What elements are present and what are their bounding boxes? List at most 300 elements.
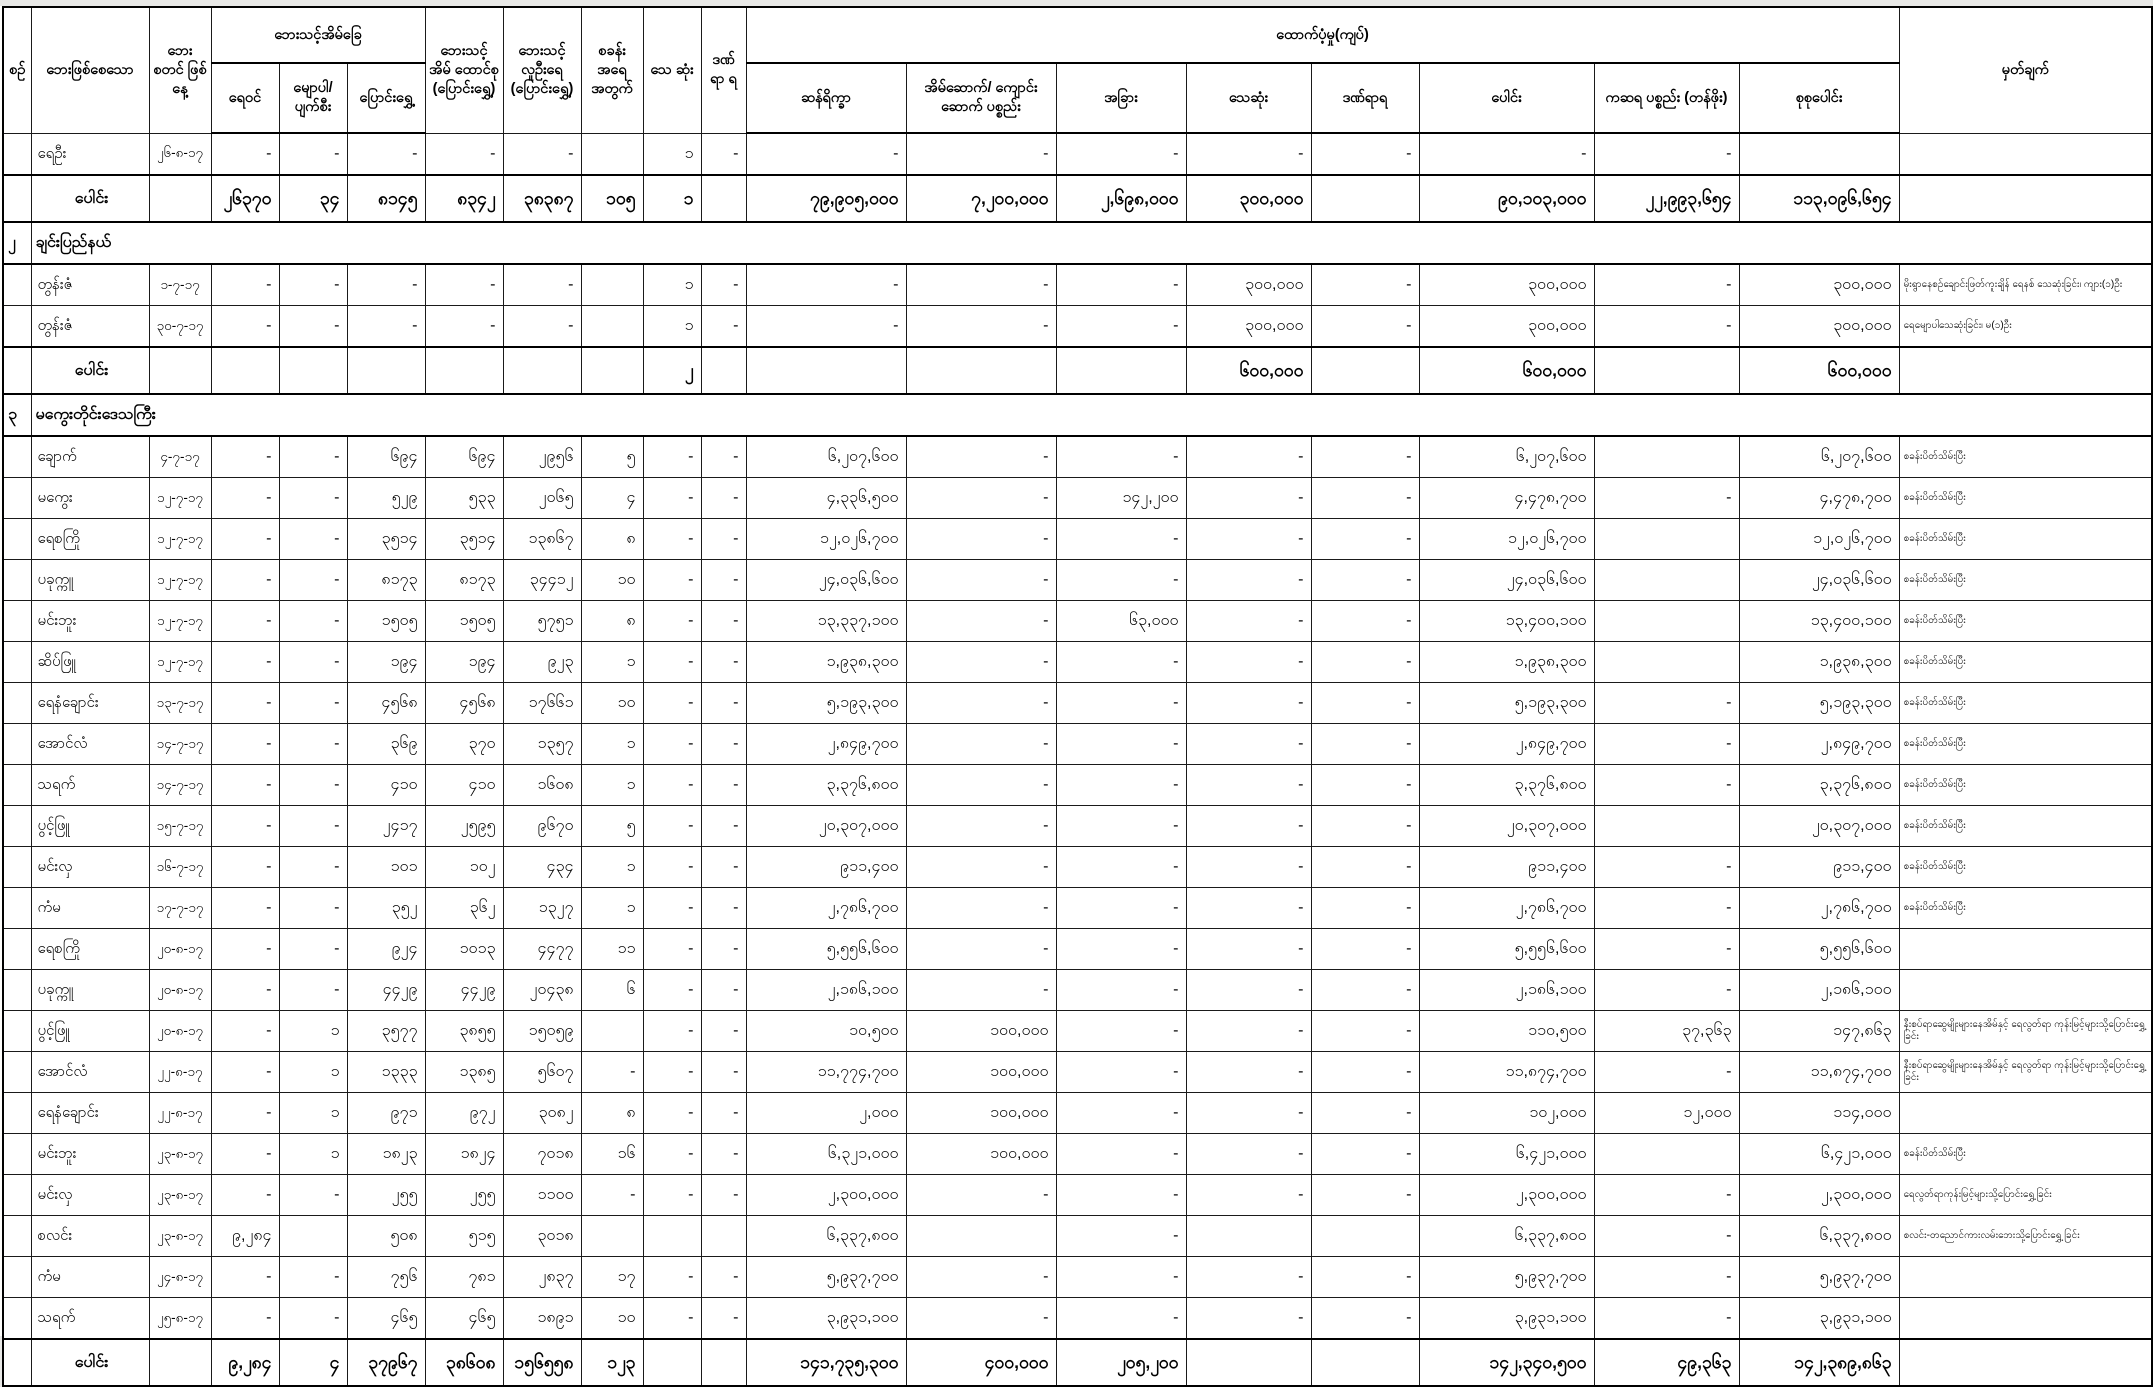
cell-death-support: ၃၀၀,၀၀၀ bbox=[1186, 264, 1311, 306]
cell-people: - bbox=[503, 264, 581, 306]
cell-ksr-value bbox=[1594, 347, 1739, 394]
row-no bbox=[3, 642, 31, 683]
cell-building-support: - bbox=[906, 642, 1056, 683]
cell-start-date: ၁၄-၇-၁၇ bbox=[149, 724, 211, 765]
cell-houses-flooded: - bbox=[211, 478, 279, 519]
row-no bbox=[3, 133, 31, 175]
cell-grand-total: ၁၄၇,၈၆၃ bbox=[1739, 1011, 1899, 1052]
cell-deaths: - bbox=[643, 970, 701, 1011]
cell-camps: ၁ bbox=[581, 888, 643, 929]
cell-township: ရေစကြို bbox=[31, 929, 149, 970]
cell-township: တွန်းဇံ bbox=[31, 264, 149, 306]
cell-death-support: - bbox=[1186, 1134, 1311, 1175]
cell-grand-total: ၁၄၂,၃၈၉,၈၆၃ bbox=[1739, 1339, 1899, 1386]
table-row bbox=[3, 1257, 2152, 1298]
cell-ksr-value: - bbox=[1594, 306, 1739, 348]
cell-injury-support: - bbox=[1311, 724, 1419, 765]
cell-camps: ၁၇ bbox=[581, 1257, 643, 1298]
cell-remark: စခန်းပိတ်သိမ်းပြီး bbox=[1899, 560, 2152, 601]
cell-building-support: - bbox=[906, 1257, 1056, 1298]
cell-injured: - bbox=[701, 133, 746, 175]
cell-township: ကံမ bbox=[31, 1257, 149, 1298]
cell-households: ၁၈၂၄ bbox=[425, 1134, 503, 1175]
cell-people: ၁၅၀၅၉ bbox=[503, 1011, 581, 1052]
cell-death-support bbox=[1186, 1339, 1311, 1386]
row-no bbox=[3, 1339, 31, 1386]
table-row bbox=[3, 1134, 2152, 1175]
cell-start-date: ၁၃-၇-၁၇ bbox=[149, 683, 211, 724]
cell-houses-washed bbox=[279, 347, 347, 394]
cell-ksr-value: - bbox=[1594, 1298, 1739, 1340]
cell-people: ၉၂၃ bbox=[503, 642, 581, 683]
cell-building-support: - bbox=[906, 847, 1056, 888]
cell-building-support: - bbox=[906, 765, 1056, 806]
cell-houses-washed: - bbox=[279, 306, 347, 348]
row-no bbox=[3, 1216, 31, 1257]
col-header-death-support: သေဆုံး bbox=[1186, 63, 1311, 133]
cell-township: ပွင့်ဖြူ bbox=[31, 806, 149, 847]
cell-camps bbox=[581, 1216, 643, 1257]
cell-remark: စခန်းပိတ်သိမ်းပြီး bbox=[1899, 847, 2152, 888]
cell-rice-support: - bbox=[746, 306, 906, 348]
cell-people: ၁၅၆၅၅၈ bbox=[503, 1339, 581, 1386]
cell-camps: ၈ bbox=[581, 519, 643, 560]
cell-township: ပေါင်း bbox=[31, 347, 149, 394]
cell-households: ၁၀၁၃ bbox=[425, 929, 503, 970]
cell-people: ၄၃၄ bbox=[503, 847, 581, 888]
cell-households: ၄၁၀ bbox=[425, 765, 503, 806]
cell-houses-flooded: - bbox=[211, 724, 279, 765]
table-row bbox=[3, 560, 2152, 601]
disaster-relief-table bbox=[2, 6, 2153, 1387]
cell-injured: - bbox=[701, 1175, 746, 1216]
cell-houses-washed: - bbox=[279, 683, 347, 724]
row-no bbox=[3, 1134, 31, 1175]
table-row bbox=[3, 847, 2152, 888]
cell-camps: ၈ bbox=[581, 601, 643, 642]
cell-rice-support: ၁၄၁,၇၃၅,၃၀၀ bbox=[746, 1339, 906, 1386]
cell-rice-support: ၂၀,၃၀၇,၀၀၀ bbox=[746, 806, 906, 847]
cell-houses-flooded: - bbox=[211, 1175, 279, 1216]
cell-injured: - bbox=[701, 560, 746, 601]
cell-people: ၅၇၅၁ bbox=[503, 601, 581, 642]
section-header-row bbox=[3, 222, 2152, 264]
cell-death-support: - bbox=[1186, 806, 1311, 847]
cell-injury-support bbox=[1311, 1339, 1419, 1386]
row-no bbox=[3, 806, 31, 847]
cell-houses-washed: - bbox=[279, 929, 347, 970]
cell-start-date: ၄-၇-၁၇ bbox=[149, 436, 211, 478]
cell-death-support: - bbox=[1186, 560, 1311, 601]
cell-injury-support: - bbox=[1311, 642, 1419, 683]
cell-grand-total bbox=[1739, 133, 1899, 175]
cell-households: ၉၇၂ bbox=[425, 1093, 503, 1134]
cell-support-total: ၃၀၀,၀၀၀ bbox=[1419, 264, 1594, 306]
cell-grand-total: ၉၁၁,၄၀၀ bbox=[1739, 847, 1899, 888]
cell-houses-flooded: - bbox=[211, 601, 279, 642]
cell-deaths: - bbox=[643, 642, 701, 683]
header-row-groups bbox=[3, 7, 2152, 63]
cell-township: ဆိပ်ဖြူ bbox=[31, 642, 149, 683]
cell-grand-total: ၃၀၀,၀၀၀ bbox=[1739, 306, 1899, 348]
cell-ksr-value bbox=[1594, 560, 1739, 601]
section-total-row bbox=[3, 347, 2152, 394]
cell-houses-washed: ၃၄ bbox=[279, 175, 347, 222]
cell-death-support: - bbox=[1186, 436, 1311, 478]
cell-injured: - bbox=[701, 1298, 746, 1340]
table-row bbox=[3, 1216, 2152, 1257]
cell-deaths: - bbox=[643, 806, 701, 847]
cell-remark bbox=[1899, 929, 2152, 970]
cell-houses-relocated: ၆၉၄ bbox=[347, 436, 425, 478]
cell-death-support: - bbox=[1186, 478, 1311, 519]
cell-people: ၂၉၅၆ bbox=[503, 436, 581, 478]
cell-start-date: ၂၃-၈-၁၇ bbox=[149, 1134, 211, 1175]
cell-remark: နီးစပ်ရာဆွေမျိုးများနေအိမ်နှင့် ရေလွတ်ရာ ကုန်းမြင့်များသို့ပြောင်းရွှေ့ခြင်း bbox=[1899, 1052, 2152, 1093]
cell-other-support: - bbox=[1056, 765, 1186, 806]
cell-death-support: - bbox=[1186, 1093, 1311, 1134]
cell-houses-relocated: ၇၅၆ bbox=[347, 1257, 425, 1298]
cell-other-support bbox=[1056, 347, 1186, 394]
cell-building-support: ၁၀၀,၀၀၀ bbox=[906, 1052, 1056, 1093]
cell-support-total: ၃,၉၃၁,၁၀၀ bbox=[1419, 1298, 1594, 1340]
cell-deaths: - bbox=[643, 1011, 701, 1052]
cell-camps: ၁ bbox=[581, 765, 643, 806]
cell-rice-support: ၁၀,၅၀၀ bbox=[746, 1011, 906, 1052]
cell-start-date: ၂၃-၈-၁၇ bbox=[149, 1216, 211, 1257]
cell-ksr-value bbox=[1594, 1134, 1739, 1175]
cell-houses-relocated bbox=[347, 347, 425, 394]
cell-death-support: - bbox=[1186, 601, 1311, 642]
cell-township: မကွေး bbox=[31, 478, 149, 519]
table-row bbox=[3, 806, 2152, 847]
cell-death-support: ၃၀၀,၀၀၀ bbox=[1186, 175, 1311, 222]
cell-death-support: - bbox=[1186, 133, 1311, 175]
cell-township: ရေနံချောင်း bbox=[31, 1093, 149, 1134]
cell-ksr-value: - bbox=[1594, 1216, 1739, 1257]
cell-building-support: - bbox=[906, 683, 1056, 724]
cell-houses-flooded: - bbox=[211, 929, 279, 970]
cell-grand-total: ၅,၅၅၆,၆၀၀ bbox=[1739, 929, 1899, 970]
cell-injured: - bbox=[701, 1134, 746, 1175]
cell-other-support: - bbox=[1056, 560, 1186, 601]
col-header-grand-total: စုစုပေါင်း bbox=[1739, 63, 1899, 133]
cell-remark: စလင်း-တညောင်ကားလမ်းဘေးသို့ပြောင်းရွှေ့ ခြင်း bbox=[1899, 1216, 2152, 1257]
col-header-washed: မျောပါ/ ပျက်စီး bbox=[279, 63, 347, 133]
cell-start-date: ၁၂-၇-၁၇ bbox=[149, 478, 211, 519]
table-row bbox=[3, 642, 2152, 683]
cell-township: တွန်းဇံ bbox=[31, 306, 149, 348]
cell-grand-total: ၁၁၃,၀၉၆,၆၅၄ bbox=[1739, 175, 1899, 222]
cell-houses-flooded: ၂၆၃၇၀ bbox=[211, 175, 279, 222]
cell-grand-total: ၂,၁၈၆,၁၀၀ bbox=[1739, 970, 1899, 1011]
row-no bbox=[3, 519, 31, 560]
cell-grand-total: ၁၁,၈၇၄,၇၀၀ bbox=[1739, 1052, 1899, 1093]
cell-remark: စခန်းပိတ်သိမ်းပြီး bbox=[1899, 1134, 2152, 1175]
cell-households: ၅၁၅ bbox=[425, 1216, 503, 1257]
cell-support-total: ၂,၁၈၆,၁၀၀ bbox=[1419, 970, 1594, 1011]
cell-rice-support: ၁၂,၀၂၆,၇၀၀ bbox=[746, 519, 906, 560]
cell-households: ၇၈၁ bbox=[425, 1257, 503, 1298]
cell-start-date: ၁၂-၇-၁၇ bbox=[149, 642, 211, 683]
cell-camps: ၈ bbox=[581, 1093, 643, 1134]
cell-houses-washed: - bbox=[279, 724, 347, 765]
row-no bbox=[3, 1093, 31, 1134]
cell-township: အောင်လံ bbox=[31, 1052, 149, 1093]
cell-building-support: - bbox=[906, 436, 1056, 478]
cell-other-support: ၁၄၂,၂၀၀ bbox=[1056, 478, 1186, 519]
cell-remark bbox=[1899, 1298, 2152, 1340]
cell-deaths: - bbox=[643, 765, 701, 806]
cell-support-total: ၁၄၂,၃၄၀,၅၀၀ bbox=[1419, 1339, 1594, 1386]
cell-injury-support: - bbox=[1311, 970, 1419, 1011]
cell-households: ၈၁၇၃ bbox=[425, 560, 503, 601]
cell-township: စလင်း bbox=[31, 1216, 149, 1257]
section-no: ၃ bbox=[3, 394, 31, 436]
cell-camps: ၁၂၃ bbox=[581, 1339, 643, 1386]
cell-other-support: - bbox=[1056, 1298, 1186, 1340]
cell-building-support: - bbox=[906, 601, 1056, 642]
cell-deaths bbox=[643, 1339, 701, 1386]
col-header-no: စဉ် bbox=[3, 7, 31, 133]
cell-remark: စခန်းပိတ်သိမ်းပြီး bbox=[1899, 888, 2152, 929]
cell-injured: - bbox=[701, 264, 746, 306]
cell-camps: - bbox=[581, 1175, 643, 1216]
table-row bbox=[3, 724, 2152, 765]
row-no bbox=[3, 1175, 31, 1216]
cell-people: ၇၀၁၈ bbox=[503, 1134, 581, 1175]
cell-injured: - bbox=[701, 642, 746, 683]
cell-building-support: - bbox=[906, 929, 1056, 970]
cell-remark: စခန်းပိတ်သိမ်းပြီး bbox=[1899, 478, 2152, 519]
cell-households: ၃၈၅၅ bbox=[425, 1011, 503, 1052]
cell-township: မင်းဘူး bbox=[31, 1134, 149, 1175]
cell-camps: - bbox=[581, 1052, 643, 1093]
cell-injury-support bbox=[1311, 347, 1419, 394]
cell-injury-support: - bbox=[1311, 1052, 1419, 1093]
cell-injured: - bbox=[701, 1011, 746, 1052]
cell-other-support: - bbox=[1056, 436, 1186, 478]
cell-ksr-value: - bbox=[1594, 724, 1739, 765]
cell-camps: ၁၀ bbox=[581, 560, 643, 601]
cell-rice-support: - bbox=[746, 133, 906, 175]
cell-injured: - bbox=[701, 765, 746, 806]
cell-houses-flooded: - bbox=[211, 806, 279, 847]
cell-rice-support: ၂,၃၀၀,၀၀၀ bbox=[746, 1175, 906, 1216]
cell-camps: ၁၀၅ bbox=[581, 175, 643, 222]
cell-start-date: ၂၃-၈-၁၇ bbox=[149, 1175, 211, 1216]
col-header-building-support: အိမ်ဆောက်/ ကျောင်းဆောက် ပစ္စည်း bbox=[906, 63, 1056, 133]
cell-camps bbox=[581, 264, 643, 306]
cell-injury-support: - bbox=[1311, 806, 1419, 847]
cell-houses-relocated: ၈၁၄၅ bbox=[347, 175, 425, 222]
cell-injury-support: - bbox=[1311, 683, 1419, 724]
cell-other-support: - bbox=[1056, 519, 1186, 560]
cell-households: ၁၅၀၅ bbox=[425, 601, 503, 642]
cell-houses-relocated: ၁၉၄ bbox=[347, 642, 425, 683]
cell-ksr-value: - bbox=[1594, 133, 1739, 175]
cell-start-date: ၂၂-၈-၁၇ bbox=[149, 1093, 211, 1134]
cell-township: ရေစကြို bbox=[31, 519, 149, 560]
table-row bbox=[3, 478, 2152, 519]
cell-people: - bbox=[503, 306, 581, 348]
cell-building-support: - bbox=[906, 724, 1056, 765]
cell-remark: စခန်းပိတ်သိမ်းပြီး bbox=[1899, 765, 2152, 806]
cell-houses-flooded: - bbox=[211, 1134, 279, 1175]
header-row-subcolumns bbox=[3, 63, 2152, 133]
cell-remark: ရေမျောပါသေဆုံးခြင်း၊ မ(၁)ဦး bbox=[1899, 306, 2152, 348]
cell-people: ၁၃၅၇ bbox=[503, 724, 581, 765]
cell-remark bbox=[1899, 1093, 2152, 1134]
cell-injury-support: - bbox=[1311, 560, 1419, 601]
cell-death-support: ၆၀၀,၀၀၀ bbox=[1186, 347, 1311, 394]
cell-grand-total: ၁၃,၄၀၀,၁၀၀ bbox=[1739, 601, 1899, 642]
cell-deaths: ၁ bbox=[643, 264, 701, 306]
cell-building-support: ၇,၂၀၀,၀၀၀ bbox=[906, 175, 1056, 222]
cell-deaths: - bbox=[643, 1052, 701, 1093]
cell-people: ၂၀၆၅ bbox=[503, 478, 581, 519]
cell-building-support: - bbox=[906, 478, 1056, 519]
cell-building-support bbox=[906, 1216, 1056, 1257]
cell-building-support: - bbox=[906, 1175, 1056, 1216]
cell-remark: စခန်းပိတ်သိမ်းပြီး bbox=[1899, 724, 2152, 765]
col-header-camps: စခန်း အရေ အတွက် bbox=[581, 7, 643, 133]
cell-houses-washed: - bbox=[279, 133, 347, 175]
cell-injured: - bbox=[701, 888, 746, 929]
cell-deaths: - bbox=[643, 601, 701, 642]
cell-houses-flooded: - bbox=[211, 888, 279, 929]
cell-rice-support: ၂,၀၀၀ bbox=[746, 1093, 906, 1134]
cell-camps bbox=[581, 306, 643, 348]
cell-rice-support: - bbox=[746, 264, 906, 306]
cell-other-support: - bbox=[1056, 642, 1186, 683]
row-no bbox=[3, 175, 31, 222]
cell-camps: ၁ bbox=[581, 642, 643, 683]
cell-households: ၅၃၃ bbox=[425, 478, 503, 519]
cell-houses-relocated: ၉၂၄ bbox=[347, 929, 425, 970]
col-header-people: ဘေးသင့် လူဦးရေ (ပြောင်းရွှေ့) bbox=[503, 7, 581, 133]
cell-houses-flooded: - bbox=[211, 560, 279, 601]
cell-houses-relocated: ၂၄၁၇ bbox=[347, 806, 425, 847]
cell-rice-support: ၃,၉၃၁,၁၀၀ bbox=[746, 1298, 906, 1340]
cell-ksr-value: - bbox=[1594, 264, 1739, 306]
cell-houses-flooded: - bbox=[211, 264, 279, 306]
row-no bbox=[3, 847, 31, 888]
cell-ksr-value: - bbox=[1594, 1052, 1739, 1093]
row-no bbox=[3, 1052, 31, 1093]
cell-houses-flooded: - bbox=[211, 642, 279, 683]
cell-injury-support: - bbox=[1311, 1175, 1419, 1216]
cell-houses-washed: ၁ bbox=[279, 1011, 347, 1052]
cell-households: ၁၃၈၅ bbox=[425, 1052, 503, 1093]
row-no bbox=[3, 478, 31, 519]
cell-death-support: - bbox=[1186, 724, 1311, 765]
cell-grand-total: ၃,၉၃၁,၁၀၀ bbox=[1739, 1298, 1899, 1340]
cell-grand-total: ၆,၄၂၁,၀၀၀ bbox=[1739, 1134, 1899, 1175]
cell-support-total: ၁၁,၈၇၄,၇၀၀ bbox=[1419, 1052, 1594, 1093]
cell-rice-support: ၁,၉၃၈,၃၀၀ bbox=[746, 642, 906, 683]
cell-remark: စခန်းပိတ်သိမ်းပြီး bbox=[1899, 601, 2152, 642]
row-no bbox=[3, 601, 31, 642]
cell-houses-washed: - bbox=[279, 765, 347, 806]
cell-grand-total: ၅,၁၉၃,၃၀၀ bbox=[1739, 683, 1899, 724]
cell-death-support: - bbox=[1186, 642, 1311, 683]
cell-houses-relocated: ၃၅၁၄ bbox=[347, 519, 425, 560]
cell-injury-support: - bbox=[1311, 436, 1419, 478]
cell-people: ၁၈၉၁ bbox=[503, 1298, 581, 1340]
row-no bbox=[3, 970, 31, 1011]
cell-township: ကံမ bbox=[31, 888, 149, 929]
row-no bbox=[3, 683, 31, 724]
cell-injured: - bbox=[701, 806, 746, 847]
cell-support-total: ၃,၃၇၆,၈၀၀ bbox=[1419, 765, 1594, 806]
cell-houses-washed: - bbox=[279, 478, 347, 519]
cell-death-support: - bbox=[1186, 888, 1311, 929]
cell-houses-flooded: ၉,၂၈၄ bbox=[211, 1339, 279, 1386]
cell-houses-flooded: - bbox=[211, 133, 279, 175]
cell-deaths: - bbox=[643, 1134, 701, 1175]
cell-grand-total: ၂,၃၀၀,၀၀၀ bbox=[1739, 1175, 1899, 1216]
cell-injury-support: - bbox=[1311, 306, 1419, 348]
col-header-flooded: ရေဝင် bbox=[211, 63, 279, 133]
cell-other-support: - bbox=[1056, 306, 1186, 348]
cell-houses-washed: - bbox=[279, 642, 347, 683]
cell-building-support: - bbox=[906, 970, 1056, 1011]
cell-rice-support: ၅,၉၃၇,၇၀၀ bbox=[746, 1257, 906, 1298]
cell-death-support bbox=[1186, 1216, 1311, 1257]
row-no bbox=[3, 765, 31, 806]
row-no bbox=[3, 1298, 31, 1340]
cell-houses-flooded: - bbox=[211, 683, 279, 724]
cell-injured: - bbox=[701, 970, 746, 1011]
scanned-report-page bbox=[0, 6, 2153, 1372]
cell-deaths: ၁ bbox=[643, 306, 701, 348]
cell-houses-relocated: ၁၅၀၅ bbox=[347, 601, 425, 642]
cell-support-total: ၆,၃၃၇,၈၀၀ bbox=[1419, 1216, 1594, 1257]
cell-start-date: ၁၇-၇-၁၇ bbox=[149, 888, 211, 929]
cell-remark bbox=[1899, 175, 2152, 222]
cell-start-date: ၂၄-၈-၁၇ bbox=[149, 1257, 211, 1298]
cell-households: ၆၉၄ bbox=[425, 436, 503, 478]
cell-camps: ၁၁ bbox=[581, 929, 643, 970]
cell-building-support: - bbox=[906, 264, 1056, 306]
cell-deaths: - bbox=[643, 1093, 701, 1134]
cell-township: ချောက် bbox=[31, 436, 149, 478]
cell-deaths bbox=[643, 1216, 701, 1257]
cell-injury-support: - bbox=[1311, 478, 1419, 519]
cell-houses-relocated: ၃၆၉ bbox=[347, 724, 425, 765]
cell-ksr-value: - bbox=[1594, 847, 1739, 888]
cell-camps: ၁ bbox=[581, 724, 643, 765]
cell-township: အောင်လံ bbox=[31, 724, 149, 765]
row-no bbox=[3, 1257, 31, 1298]
cell-township: မင်းလှ bbox=[31, 1175, 149, 1216]
cell-households: ၃၈၆၀၈ bbox=[425, 1339, 503, 1386]
cell-other-support: ၆၃,၀၀၀ bbox=[1056, 601, 1186, 642]
cell-houses-relocated: - bbox=[347, 306, 425, 348]
cell-other-support: - bbox=[1056, 264, 1186, 306]
table-row bbox=[3, 765, 2152, 806]
cell-camps: ၅ bbox=[581, 436, 643, 478]
cell-rice-support: ၉၁၁,၄၀၀ bbox=[746, 847, 906, 888]
cell-people: ၁၃၈၆၇ bbox=[503, 519, 581, 560]
table-row bbox=[3, 306, 2152, 348]
col-header-deaths: သေ ဆုံး bbox=[643, 7, 701, 133]
cell-rice-support bbox=[746, 347, 906, 394]
cell-start-date: ၁၂-၇-၁၇ bbox=[149, 601, 211, 642]
cell-start-date bbox=[149, 347, 211, 394]
cell-building-support: ၁၀၀,၀၀၀ bbox=[906, 1093, 1056, 1134]
